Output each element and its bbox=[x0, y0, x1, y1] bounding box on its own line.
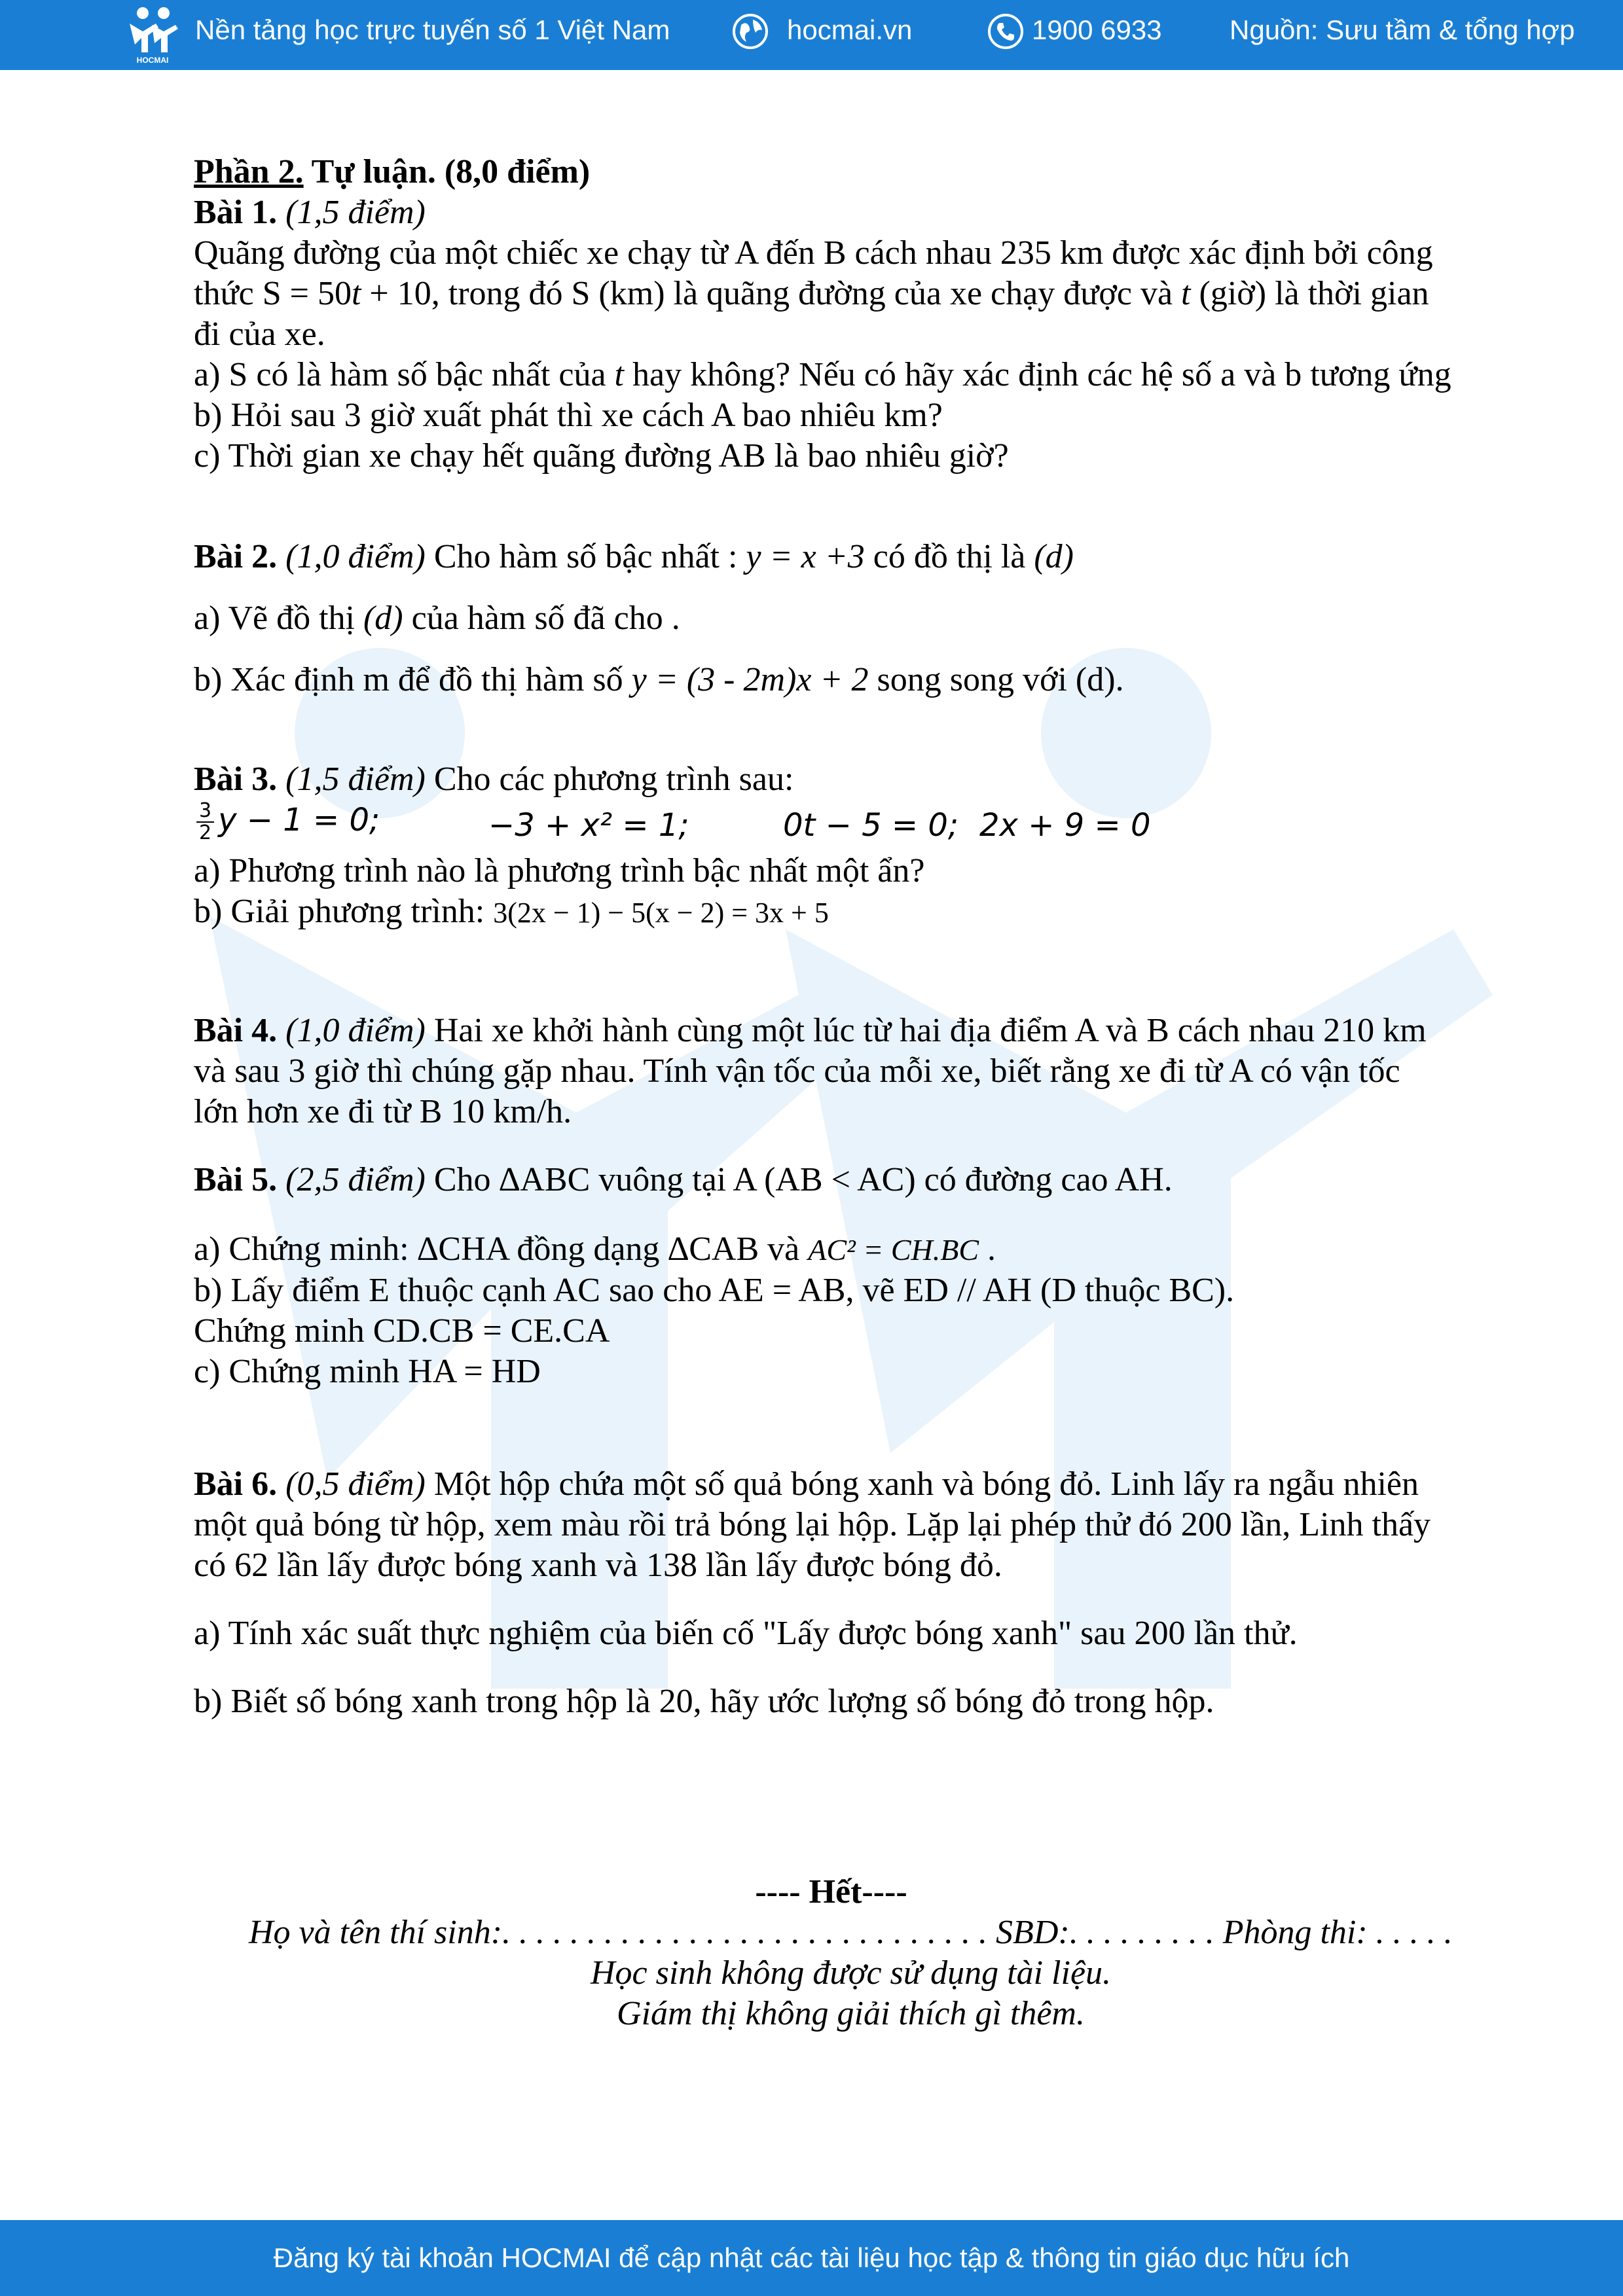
problem-1-points: (1,5 điểm) bbox=[285, 194, 426, 231]
end-mark: ---- Hết---- bbox=[755, 1873, 907, 1910]
problem-3-intro: Bài 3. (1,5 điểm) Cho các phương trình sau: bbox=[194, 761, 794, 798]
problem-5-intro: Bài 5. (2,5 điểm) Cho ∆ABC vuông tại A (AB < AC) có đường cao AH. bbox=[194, 1161, 1173, 1198]
problem-4 bbox=[194, 1011, 1503, 1132]
problem-3-question-a: a) Phương trình nào là phương trình bậc nhất một ẩn? bbox=[194, 852, 925, 889]
exam-content bbox=[194, 152, 1503, 1722]
note-no-explanation: Giám thị không giải thích gì thêm. bbox=[617, 1995, 1085, 2032]
header-site-link[interactable]: hocmai.vn bbox=[787, 14, 913, 45]
problem-1-line-1: Quãng đường của một chiếc xe chạy từ A đến B cách nhau 235 km được xác định bởi công bbox=[194, 234, 1433, 272]
problem-4-line-3: lớn hơn xe đi từ B 10 km/h. bbox=[194, 1093, 572, 1130]
problem-4-line-1: Bài 4. (1,0 điểm) Hai xe khởi hành cùng một lúc từ hai địa điểm A và B cách nhau 210 km bbox=[194, 1012, 1427, 1049]
problem-1-line-2: thức S = 50t + 10, trong đó S (km) là quãng đường của xe chạy được và t (giờ) là thời gian bbox=[194, 275, 1429, 312]
problem-3-question-b: b) Giải phương trình: 3(2x − 1) − 5(x − 2) = 3x + 5 bbox=[194, 893, 829, 930]
section-heading bbox=[194, 152, 1503, 192]
problem-1-line-3: đi của xe. bbox=[194, 315, 325, 353]
problem-2-question-b: b) Xác định m để đồ thị hàm số y = (3 - 2m)x + 2 song song với (d). bbox=[194, 661, 1124, 698]
problem-1-label: Bài 1. bbox=[194, 194, 278, 231]
problem-1-question-c: c) Thời gian xe chạy hết quãng đường AB là bao nhiêu giờ? bbox=[194, 437, 1009, 475]
section-part: Phần 2. bbox=[194, 153, 304, 190]
phone-icon bbox=[987, 13, 1024, 50]
problem-2-question-a: a) Vẽ đồ thị (d) của hàm số đã cho . bbox=[194, 600, 680, 637]
problem-1-question-a: a) S có là hàm số bậc nhất của t hay không? Nếu có hãy xác định các hệ số a và b tương ứng bbox=[194, 356, 1451, 393]
exam-footer bbox=[0, 1872, 1623, 2034]
logo-text: HOCMAI bbox=[136, 56, 169, 65]
problem-6 bbox=[194, 1464, 1503, 1722]
problem-5-question-c: c) Chứng minh HA = HD bbox=[194, 1353, 541, 1390]
bottom-register-banner[interactable]: Đăng ký tài khoản HOCMAI để cập nhật các tài liệu học tập & thông tin giáo dục hữu ích bbox=[0, 2220, 1623, 2296]
problem-6-line-3: có 62 lần lấy được bóng xanh và 138 lần lấy được bóng đỏ. bbox=[194, 1547, 1002, 1584]
header-source: Nguồn: Sưu tầm & tổng hợp bbox=[1230, 14, 1575, 45]
problem-6-question-b: b) Biết số bóng xanh trong hộp là 20, hãy ước lượng số bóng đỏ trong hộp. bbox=[194, 1683, 1214, 1720]
section-title: Tự luận. (8,0 điểm) bbox=[303, 153, 591, 190]
header-bar bbox=[0, 0, 1623, 70]
problem-3 bbox=[194, 759, 1503, 933]
problem-5-question-b-2: Chứng minh CD.CB = CE.CA bbox=[194, 1312, 610, 1350]
problem-6-line-1: Bài 6. (0,5 điểm) Một hộp chứa một số quả bóng xanh và bóng đỏ. Linh lấy ra ngẫu nhiên bbox=[194, 1465, 1419, 1503]
equation-1: $\frac{3}{2}$ y − 1 = 0; bbox=[196, 800, 380, 844]
problem-2 bbox=[194, 537, 1503, 700]
problem-4-line-2: và sau 3 giờ thì chúng gặp nhau. Tính vận tốc của mỗi xe, biết rằng xe đi từ A có vận tốc bbox=[194, 1052, 1400, 1090]
fraction: $\frac{3}{2}$ bbox=[196, 800, 214, 844]
problem-1-question-b: b) Hỏi sau 3 giờ xuất phát thì xe cách A bao nhiêu km? bbox=[194, 397, 943, 434]
problem-1 bbox=[194, 192, 1503, 476]
problem-5-question-a: a) Chứng minh: ∆CHA đồng dạng ∆CAB và AC² = CH.BC . bbox=[194, 1230, 996, 1268]
candidate-info-line: Họ và tên thí sinh:. . . . . . . . . . . . . . . . . . . . . . . . . . . . . SBD:. . . . . . . . . Phòng thi: . . . . . bbox=[249, 1914, 1453, 1951]
problem-6-question-a: a) Tính xác suất thực nghiệm của biến cố "Lấy được bóng xanh" sau 200 lần thử. bbox=[194, 1615, 1298, 1652]
problem-5-question-b: b) Lấy điểm E thuộc cạnh AC sao cho AE = AB, vẽ ED // AH (D thuộc BC). bbox=[194, 1272, 1235, 1309]
equation-3: 0t − 5 = 0; bbox=[783, 807, 959, 844]
globe-icon bbox=[732, 13, 769, 50]
problem-2-intro: Bài 2. (1,0 điểm) Cho hàm số bậc nhất : y = x +3 có đồ thị là (d) bbox=[194, 538, 1074, 575]
header-phone[interactable]: 1900 6933 bbox=[1032, 14, 1162, 45]
equation-4: 2x + 9 = 0 bbox=[979, 807, 1151, 844]
problem-6-line-2: một quả bóng từ hộp, xem màu rồi trả bóng lại hộp. Lặp lại phép thử đó 200 lần, Linh thấy bbox=[194, 1506, 1431, 1543]
problem-3-equations bbox=[194, 800, 1503, 851]
hocmai-logo-icon bbox=[123, 5, 182, 65]
note-no-materials: Học sinh không được sử dụng tài liệu. bbox=[590, 1954, 1112, 1992]
header-tagline: Nền tảng học trực tuyến số 1 Việt Nam bbox=[195, 14, 670, 45]
equation-2: −3 + x² = 1; bbox=[488, 807, 689, 844]
problem-5 bbox=[194, 1160, 1503, 1392]
